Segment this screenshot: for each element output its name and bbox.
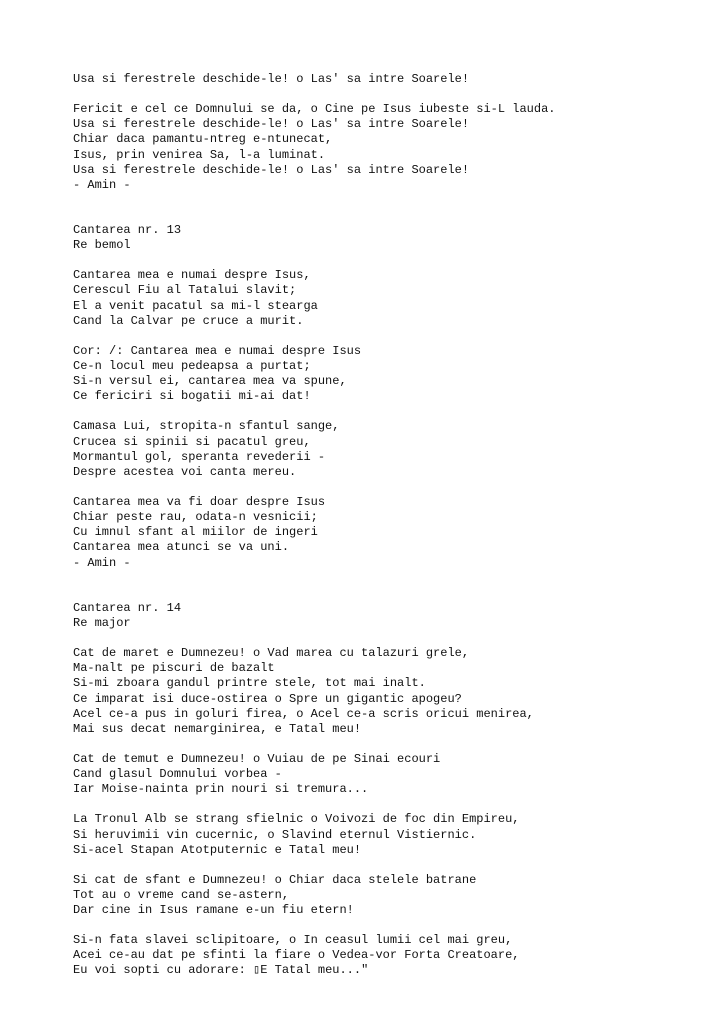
text-block [73,223,713,253]
text-block [73,419,713,480]
text-block [73,495,713,571]
paragraph-gap [73,571,713,601]
text-line: Si-n versul ei, cantarea mea va spune, [73,374,347,389]
text-block [73,344,713,405]
text-line: Cand glasul Domnului vorbea - [73,767,282,782]
text-line: Mai sus decat nemarginirea, e Tatal meu! [73,721,362,736]
paragraph-gap [73,87,713,102]
text-block [73,601,713,631]
text-line: Cerescul Fiu al Tatalui slavit; [73,283,297,298]
text-block [73,72,713,87]
text-line: Cat de maret e Dumnezeu! o Vad marea cu talazuri grele, [73,646,470,661]
paragraph-gap [73,737,713,752]
text-line: Usa si ferestrele deschide-le! o Las' sa intre Soarele! [73,72,470,86]
text-block [73,646,713,737]
text-line: Cu imnul sfant al miilor de ingeri [73,525,318,540]
text-line: Cand la Calvar pe cruce a murit. [73,313,304,328]
text-line: Cantarea nr. 13 [73,223,182,238]
text-line: Re major [73,616,131,631]
text-line: Crucea si spinii si pacatul greu, [73,434,311,449]
text-line: Tot au o vreme cand se-astern, [73,887,290,902]
text-line: Despre acestea voi canta mereu. [73,464,297,479]
text-line: El a venit pacatul sa mi-l stearga [73,298,318,313]
text-line: Si cat de sfant e Dumnezeu! o Chiar daca stelele batrane [73,872,477,887]
text-line: Mormantul gol, speranta revederii - [73,449,326,464]
text-line: - Amin - [73,555,131,570]
text-line: Camasa Lui, stropita-n sfantul sange, [73,419,340,434]
text-line: Cantarea mea atunci se va uni. [73,540,290,555]
text-line: Iar Moise-nainta prin nouri si tremura... [73,782,369,797]
text-line: Cantarea mea va fi doar despre Isus [73,494,326,509]
paragraph-gap [73,405,713,420]
paragraph-gap [73,631,713,646]
text-line: Cantarea mea e numai despre Isus, [73,268,311,283]
text-block [73,933,713,979]
text-line: - Amin - [73,177,131,192]
text-line: Cat de temut e Dumnezeu! o Vuiau de pe Sinai ecouri [73,751,441,766]
text-line: Ce fericiri si bogatii mi-ai dat! [73,389,311,404]
text-line: Usa si ferestrele deschide-le! o Las' sa intre Soarele! [73,117,470,132]
text-block [73,752,713,798]
text-line: Fericit e cel ce Domnului se da, o Cine pe Isus iubeste si-L lauda. [73,101,556,116]
text-line: Re bemol [73,238,131,253]
text-line: Chiar peste rau, odata-n vesnicii; [73,510,318,525]
text-line: Ma-nalt pe piscuri de bazalt [73,661,275,676]
text-line: Chiar daca pamantu-ntreg e-ntunecat, [73,132,333,147]
paragraph-gap [73,798,713,813]
paragraph-gap [73,480,713,495]
text-line: Si-mi zboara gandul printre stele, tot mai inalt. [73,676,426,691]
text-block [73,102,713,193]
text-line: Usa si ferestrele deschide-le! o Las' sa intre Soarele! [73,162,470,177]
paragraph-gap [73,193,713,223]
text-line: Cor: /: Cantarea mea e numai despre Isus [73,343,362,358]
paragraph-gap [73,253,713,268]
paragraph-gap [73,858,713,873]
text-block [73,812,713,858]
text-line: La Tronul Alb se strang sfielnic o Voivozi de foc din Empireu, [73,812,520,827]
text-line: Dar cine in Isus ramane e-un fiu etern! [73,903,354,918]
text-line: Acel ce-a pus in goluri firea, o Acel ce-a scris oricui menirea, [73,706,534,721]
paragraph-gap [73,918,713,933]
text-line: Eu voi sopti cu adorare: ▯E Tatal meu..." [73,963,369,978]
text-block [73,268,713,329]
text-line: Si-n fata slavei sclipitoare, o In ceasul lumii cel mai greu, [73,933,513,948]
text-line: Cantarea nr. 14 [73,600,182,615]
document-page [73,72,713,979]
text-line: Ce-n locul meu pedeapsa a purtat; [73,359,311,374]
text-line: Si-acel Stapan Atotputernic e Tatal meu! [73,842,362,857]
paragraph-gap [73,329,713,344]
text-line: Isus, prin venirea Sa, l-a luminat. [73,147,326,162]
text-line: Ce imparat isi duce-ostirea o Spre un gigantic apogeu? [73,691,462,706]
text-line: Acei ce-au dat pe sfinti la fiare o Vedea-vor Forta Creatoare, [73,948,520,963]
text-block [73,873,713,919]
text-line: Si heruvimii vin cucernic, o Slavind eternul Vistiernic. [73,827,477,842]
